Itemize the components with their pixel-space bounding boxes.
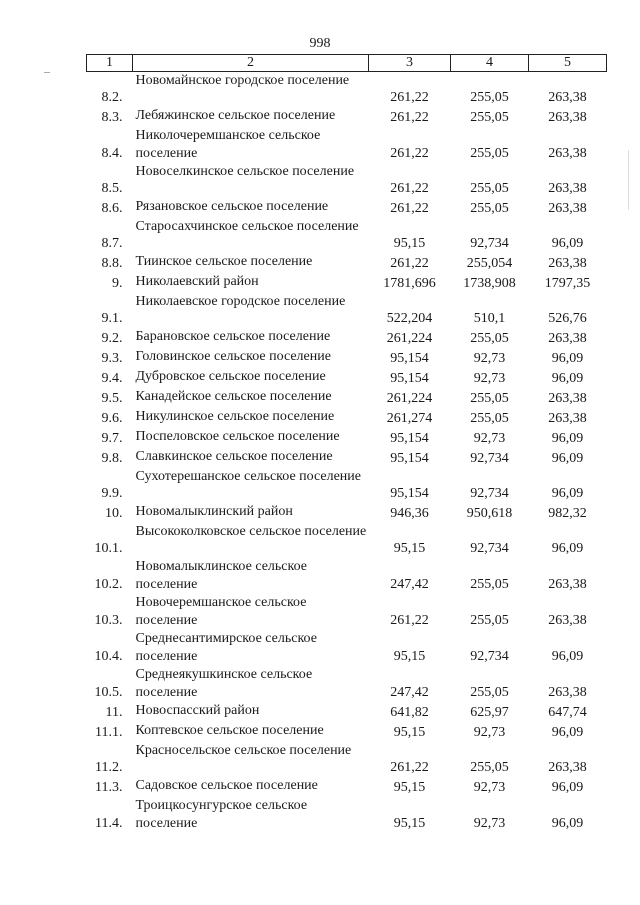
value-col4-cell: 92,734 [470, 649, 509, 664]
settlement-name-cell: Рязановское сельское поселение [135, 199, 329, 214]
value-col4-cell: 255,05 [470, 577, 509, 592]
value-col5-cell: 96,09 [551, 351, 584, 366]
row-number-cell: 9.8. [101, 451, 123, 466]
value-col3-cell: 95,15 [393, 725, 426, 740]
value-col5-cell: 263,38 [548, 577, 587, 592]
table-row [87, 503, 607, 523]
table-row [87, 348, 607, 368]
scan-mark [628, 150, 629, 210]
value-col4-cell: 255,05 [470, 391, 509, 406]
settlement-name-cell: Николочеремшанское сельское поселение [135, 128, 321, 161]
value-col4-cell: 92,73 [473, 816, 506, 831]
value-col3-cell: 261,22 [390, 90, 429, 105]
value-col3-cell: 95,154 [390, 351, 429, 366]
table-row [87, 293, 607, 328]
column-header-4: 4 [451, 55, 529, 72]
value-col3-cell: 1781,696 [383, 276, 436, 291]
value-col5-cell: 263,38 [548, 146, 587, 161]
value-col4-cell: 92,73 [473, 351, 506, 366]
settlement-name-cell: Старосахчинское сельское поселение [135, 219, 359, 234]
table-row [87, 722, 607, 742]
value-col4-cell: 92,734 [470, 541, 509, 556]
row-number-cell: 10.3. [94, 613, 123, 628]
value-col3-cell: 95,154 [390, 451, 429, 466]
value-col4-cell: 92,734 [470, 486, 509, 501]
value-col5-cell: 982,32 [548, 506, 587, 521]
settlement-name-cell: Николаевский район [135, 274, 259, 289]
row-number-cell: 8.5. [101, 181, 123, 196]
value-col3-cell: 261,22 [390, 760, 429, 775]
value-col5-cell: 263,38 [548, 411, 587, 426]
value-col4-cell: 255,05 [470, 685, 509, 700]
column-header-1: 1 [87, 55, 133, 72]
value-col5-cell: 96,09 [551, 236, 584, 251]
row-number-cell: 9.9. [101, 486, 123, 501]
value-col3-cell: 95,154 [390, 371, 429, 386]
table-row [87, 558, 607, 594]
table-row [87, 797, 607, 833]
row-number-cell: 11.4. [95, 816, 123, 831]
value-col3-cell: 261,22 [390, 201, 429, 216]
value-col4-cell: 92,734 [470, 236, 509, 251]
value-col4-cell: 625,97 [470, 705, 509, 720]
value-col5-cell: 96,09 [551, 431, 584, 446]
settlement-name-cell: Новомалыклинское сельское поселение [135, 559, 307, 592]
value-col5-cell: 263,38 [548, 391, 587, 406]
value-col4-cell: 255,05 [470, 613, 509, 628]
value-col4-cell: 92,73 [473, 725, 506, 740]
table-row [87, 666, 607, 702]
value-col3-cell: 95,15 [393, 780, 426, 795]
row-number-cell: 11.3. [95, 780, 123, 795]
settlement-name-cell: Среднеякушкинское сельское поселение [135, 667, 313, 700]
value-col5-cell: 96,09 [551, 780, 584, 795]
settlement-name-cell: Новоспасский район [135, 703, 260, 718]
table-row [87, 218, 607, 253]
row-number-cell: 9.3. [101, 351, 123, 366]
settlement-name-cell: Садовское сельское поселение [135, 778, 318, 793]
table-row [87, 448, 607, 468]
table-row [87, 523, 607, 558]
settlement-name-cell: Поспеловское сельское поселение [135, 429, 340, 444]
value-col5-cell: 96,09 [551, 451, 584, 466]
settlement-name-cell: Никулинское сельское поселение [135, 409, 335, 424]
settlement-name-cell: Среднесантимирское сельское поселение [135, 631, 317, 664]
row-number-cell: 8.8. [101, 256, 123, 271]
value-col3-cell: 95,15 [393, 649, 426, 664]
value-col3-cell: 261,22 [390, 256, 429, 271]
value-col4-cell: 92,73 [473, 431, 506, 446]
row-number-cell: 11.2. [95, 760, 123, 775]
settlement-name-cell: Новомалыклинский район [135, 504, 293, 519]
table-row [87, 388, 607, 408]
settlement-name-cell: Высококолковское сельское поселение [135, 524, 367, 539]
table-row [87, 742, 607, 777]
data-table [86, 54, 607, 833]
settlement-name-cell: Красносельское сельское поселение [135, 743, 352, 758]
row-number-cell: 8.7. [101, 236, 123, 251]
row-number-cell: 11.1. [95, 725, 123, 740]
value-col5-cell: 526,76 [548, 311, 587, 326]
value-col4-cell: 255,05 [470, 110, 509, 125]
row-number-cell: 8.3. [101, 110, 123, 125]
settlement-name-cell: Головинское сельское поселение [135, 349, 331, 364]
value-col3-cell: 641,82 [390, 705, 429, 720]
value-col5-cell: 263,38 [548, 256, 587, 271]
value-col5-cell: 96,09 [551, 649, 584, 664]
row-number-cell: 9.2. [101, 331, 123, 346]
column-header-5: 5 [529, 55, 607, 72]
value-col4-cell: 255,05 [470, 760, 509, 775]
value-col3-cell: 261,22 [390, 613, 429, 628]
row-number-cell: 9.4. [101, 371, 123, 386]
value-col3-cell: 95,15 [393, 816, 426, 831]
value-col4-cell: 255,05 [470, 411, 509, 426]
table-body [87, 72, 607, 834]
table-row [87, 328, 607, 348]
settlement-name-cell: Тиинское сельское поселение [135, 254, 313, 269]
table-row [87, 777, 607, 797]
row-number-cell: 8.4. [101, 146, 123, 161]
value-col5-cell: 96,09 [551, 816, 584, 831]
value-col3-cell: 522,204 [386, 311, 433, 326]
table-row [87, 273, 607, 293]
settlement-name-cell: Николаевское городское поселение [135, 294, 346, 309]
settlement-name-cell: Новоселкинское сельское поселение [135, 164, 355, 179]
settlement-name-cell: Коптевское сельское поселение [135, 723, 324, 738]
table-row [87, 107, 607, 127]
value-col5-cell: 1797,35 [544, 276, 591, 291]
value-col5-cell: 263,38 [548, 110, 587, 125]
row-number-cell: 11. [105, 705, 123, 720]
value-col4-cell: 1738,908 [463, 276, 516, 291]
settlement-name-cell: Славкинское сельское поселение [135, 449, 333, 464]
settlement-name-cell: Новомайнское городское поселение [135, 73, 350, 88]
value-col5-cell: 263,38 [548, 331, 587, 346]
row-number-cell: 8.2. [101, 90, 123, 105]
value-col4-cell: 92,734 [470, 451, 509, 466]
value-col4-cell: 255,05 [470, 201, 509, 216]
value-col3-cell: 261,22 [390, 110, 429, 125]
value-col4-cell: 92,73 [473, 371, 506, 386]
settlement-name-cell: Барановское сельское поселение [135, 329, 331, 344]
table-row [87, 368, 607, 388]
value-col3-cell: 261,224 [386, 331, 433, 346]
row-number-cell: 8.6. [101, 201, 123, 216]
value-col3-cell: 95,15 [393, 541, 426, 556]
value-col4-cell: 255,05 [470, 331, 509, 346]
page-number: 998 [309, 36, 331, 51]
table-header [87, 55, 607, 72]
column-header-3: 3 [369, 55, 451, 72]
value-col3-cell: 95,154 [390, 486, 429, 501]
value-col4-cell: 510,1 [473, 311, 506, 326]
row-number-cell: 10.4. [94, 649, 123, 664]
table-row [87, 198, 607, 218]
value-col4-cell: 255,05 [470, 181, 509, 196]
settlement-name-cell: Новочеремшанское сельское поселение [135, 595, 307, 628]
row-number-cell: 9. [112, 276, 123, 291]
value-col5-cell: 263,38 [548, 613, 587, 628]
value-col5-cell: 263,38 [548, 181, 587, 196]
value-col5-cell: 96,09 [551, 725, 584, 740]
row-number-cell: 10.5. [94, 685, 123, 700]
table-row [87, 594, 607, 630]
table-row [87, 630, 607, 666]
value-col5-cell: 647,74 [548, 705, 587, 720]
table-row [87, 72, 607, 108]
value-col3-cell: 95,154 [390, 431, 429, 446]
table-row [87, 127, 607, 163]
settlement-name-cell: Канадейское сельское поселение [135, 389, 332, 404]
value-col5-cell: 263,38 [548, 201, 587, 216]
value-col5-cell: 96,09 [551, 541, 584, 556]
value-col4-cell: 255,054 [466, 256, 513, 271]
row-number-cell: 10. [105, 506, 123, 521]
column-header-2: 2 [133, 55, 369, 72]
scan-mark [44, 72, 50, 73]
value-col3-cell: 261,22 [390, 181, 429, 196]
value-col5-cell: 96,09 [551, 486, 584, 501]
value-col3-cell: 261,274 [386, 411, 433, 426]
value-col3-cell: 247,42 [390, 685, 429, 700]
value-col4-cell: 950,618 [466, 506, 513, 521]
value-col3-cell: 261,22 [390, 146, 429, 161]
settlement-name-cell: Дубровское сельское поселение [135, 369, 326, 384]
table-row [87, 428, 607, 448]
table-row [87, 468, 607, 503]
value-col5-cell: 263,38 [548, 90, 587, 105]
row-number-cell: 9.6. [101, 411, 123, 426]
value-col4-cell: 92,73 [473, 780, 506, 795]
value-col3-cell: 946,36 [390, 506, 429, 521]
settlement-name-cell: Троицкосунгурское сельское поселение [135, 798, 308, 831]
table-row [87, 702, 607, 722]
row-number-cell: 9.1. [101, 311, 123, 326]
value-col4-cell: 255,05 [470, 90, 509, 105]
value-col3-cell: 247,42 [390, 577, 429, 592]
settlement-name-cell: Сухотерешанское сельское поселение [135, 469, 361, 484]
value-col5-cell: 263,38 [548, 685, 587, 700]
value-col3-cell: 261,224 [386, 391, 433, 406]
table-row [87, 163, 607, 198]
row-number-cell: 10.2. [94, 577, 123, 592]
value-col5-cell: 96,09 [551, 371, 584, 386]
row-number-cell: 9.7. [101, 431, 123, 446]
table-row [87, 408, 607, 428]
value-col3-cell: 95,15 [393, 236, 426, 251]
table-row [87, 253, 607, 273]
row-number-cell: 9.5. [101, 391, 123, 406]
row-number-cell: 10.1. [94, 541, 123, 556]
value-col4-cell: 255,05 [470, 146, 509, 161]
value-col5-cell: 263,38 [548, 760, 587, 775]
settlement-name-cell: Лебяжинское сельское поселение [135, 108, 336, 123]
